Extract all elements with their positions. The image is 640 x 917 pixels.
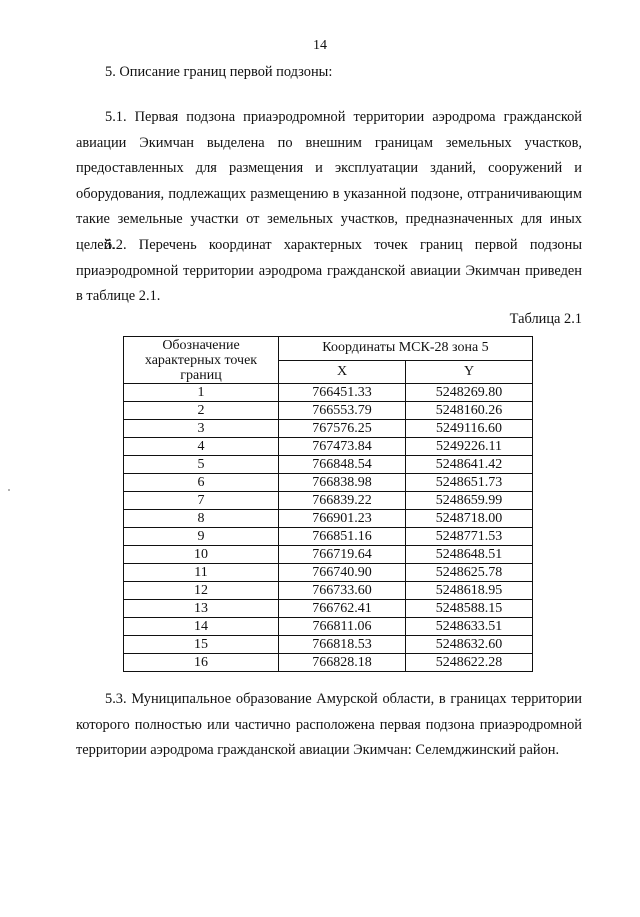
point-id-cell: 1: [124, 384, 279, 402]
y-coord-cell: 5249116.60: [406, 420, 533, 438]
table-row: [124, 420, 533, 438]
y-coord-cell: 5248718.00: [406, 510, 533, 528]
x-coord-cell: 766851.16: [279, 528, 406, 546]
coordinates-table-body: [124, 384, 533, 672]
table-row: [124, 510, 533, 528]
point-id-cell: 7: [124, 492, 279, 510]
y-coord-cell: 5248648.51: [406, 546, 533, 564]
point-id-cell: 2: [124, 402, 279, 420]
x-coord-cell: 766762.41: [279, 600, 406, 618]
y-coord-cell: 5248659.99: [406, 492, 533, 510]
coordinates-table: [123, 336, 533, 672]
table-row: [124, 528, 533, 546]
x-coord-cell: 766451.33: [279, 384, 406, 402]
x-coord-cell: 766553.79: [279, 402, 406, 420]
paragraph-5-3: 5.3. Муниципальное образование Амурской области, в границах территории которого полностью или частично расположена первая подзона приаэродромной территории аэродрома гражданской авиации Экимчан: Селемджинский район.: [76, 691, 582, 758]
x-coord-cell: 766719.64: [279, 546, 406, 564]
y-coord-cell: 5248622.28: [406, 654, 533, 672]
table-row: [124, 600, 533, 618]
y-coord-cell: 5248771.53: [406, 528, 533, 546]
point-id-cell: 3: [124, 420, 279, 438]
table-row: [124, 384, 533, 402]
column-header-y: Y: [406, 360, 533, 384]
table-row: [124, 456, 533, 474]
point-id-cell: 6: [124, 474, 279, 492]
point-id-cell: 14: [124, 618, 279, 636]
y-coord-cell: 5249226.11: [406, 438, 533, 456]
column-header-x: X: [279, 360, 406, 384]
point-id-cell: 4: [124, 438, 279, 456]
y-coord-cell: 5248588.15: [406, 600, 533, 618]
y-coord-cell: 5248632.60: [406, 636, 533, 654]
x-coord-cell: 766901.23: [279, 510, 406, 528]
x-coord-cell: 766733.60: [279, 582, 406, 600]
scan-speck: [8, 489, 10, 491]
y-coord-cell: 5248633.51: [406, 618, 533, 636]
point-id-cell: 5: [124, 456, 279, 474]
x-coord-cell: 766818.53: [279, 636, 406, 654]
y-coord-cell: 5248618.95: [406, 582, 533, 600]
point-id-cell: 8: [124, 510, 279, 528]
table-caption: Таблица 2.1: [509, 311, 582, 327]
y-coord-cell: 5248651.73: [406, 474, 533, 492]
table-row: [124, 564, 533, 582]
x-coord-cell: 766740.90: [279, 564, 406, 582]
table-row: [124, 474, 533, 492]
paragraph-5-2: 5.2. Перечень координат характерных точек границ первой подзоны приаэродромной территории аэродрома гражданской авиации Экимчан приведен в таблице 2.1.: [76, 237, 582, 304]
table-row: [124, 618, 533, 636]
table-row: [124, 492, 533, 510]
point-id-cell: 9: [124, 528, 279, 546]
point-id-cell: 11: [124, 564, 279, 582]
y-coord-cell: 5248269.80: [406, 384, 533, 402]
x-coord-cell: 766811.06: [279, 618, 406, 636]
point-id-cell: 10: [124, 546, 279, 564]
table-row: [124, 636, 533, 654]
point-id-cell: 12: [124, 582, 279, 600]
table-row: [124, 438, 533, 456]
column-header-point-label: Обозначение характерных точек границ: [124, 337, 279, 384]
paragraph-5-1: 5.1. Первая подзона приаэродромной территории аэродрома гражданской авиации Экимчан выделена по внешним границам земельных участков, предоставленных для размещения и эксплуатации зданий, сооружений и оборудования, подлежащих размещению в указанной подзоне, отграничивающим такие земельные участки от земельных участков, предназначенных для иных целей.: [76, 109, 582, 253]
x-coord-cell: 767576.25: [279, 420, 406, 438]
point-id-cell: 13: [124, 600, 279, 618]
point-id-cell: 16: [124, 654, 279, 672]
column-header-coord-system: Координаты МСК-28 зона 5: [279, 337, 533, 361]
section-title: 5. Описание границ первой подзоны:: [105, 64, 333, 80]
x-coord-cell: 766848.54: [279, 456, 406, 474]
point-id-cell: 15: [124, 636, 279, 654]
table-row: [124, 546, 533, 564]
x-coord-cell: 766828.18: [279, 654, 406, 672]
page-number: 14: [313, 38, 327, 53]
y-coord-cell: 5248160.26: [406, 402, 533, 420]
x-coord-cell: 767473.84: [279, 438, 406, 456]
y-coord-cell: 5248625.78: [406, 564, 533, 582]
table-row: [124, 654, 533, 672]
table-row: [124, 402, 533, 420]
table-row: [124, 582, 533, 600]
y-coord-cell: 5248641.42: [406, 456, 533, 474]
x-coord-cell: 766839.22: [279, 492, 406, 510]
x-coord-cell: 766838.98: [279, 474, 406, 492]
